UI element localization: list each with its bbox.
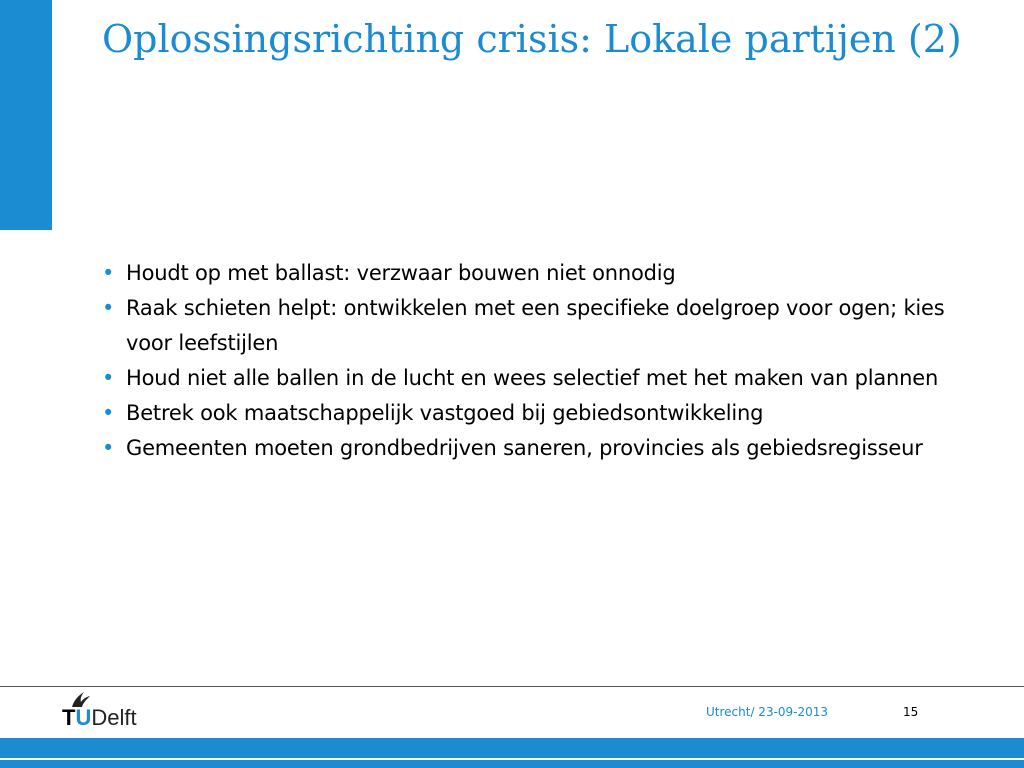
- bullet-item: [102, 361, 982, 396]
- footer-location-date: Utrecht/ 23-09-2013: [706, 705, 829, 719]
- bullet-item: [102, 431, 982, 466]
- bullet-dot-icon: •: [102, 401, 115, 425]
- bullet-text: Houd niet alle ballen in de lucht en wees selectief met het maken van plannen: [126, 366, 939, 390]
- logo-delft: Delft: [91, 705, 137, 730]
- bullet-text: Houdt op met ballast: verzwaar bouwen niet onnodig: [126, 261, 676, 285]
- bullet-dot-icon: •: [102, 261, 115, 285]
- bullet-item: [102, 396, 982, 431]
- logo-u: U: [75, 705, 92, 730]
- footer-divider: [0, 686, 1024, 687]
- bullet-dot-icon: •: [102, 366, 115, 390]
- logo-t: T: [62, 705, 76, 730]
- bottom-accent-bar: [0, 738, 1024, 768]
- logo-wordmark: [62, 706, 137, 730]
- bullet-item: [102, 256, 982, 291]
- side-accent-bar: [0, 0, 52, 230]
- bottom-bar-stripe: [0, 758, 1024, 760]
- slide-title: Oplossingsrichting crisis: Lokale partijen (2): [102, 17, 962, 61]
- bullet-item: [102, 291, 982, 361]
- bullet-text: Gemeenten moeten grondbedrijven saneren, provincies als gebiedsregisseur: [126, 436, 923, 460]
- bullet-list: [102, 256, 982, 466]
- page-number: 15: [903, 705, 919, 719]
- bullet-text: Betrek ook maatschappelijk vastgoed bij gebiedsontwikkeling: [126, 401, 764, 425]
- bullet-dot-icon: •: [102, 296, 115, 320]
- bullet-dot-icon: •: [102, 436, 115, 460]
- bullet-text: Raak schieten helpt: ontwikkelen met een specifieke doelgroep voor ogen; kies voor leefstijlen: [126, 296, 945, 355]
- tu-delft-logo: [62, 690, 172, 734]
